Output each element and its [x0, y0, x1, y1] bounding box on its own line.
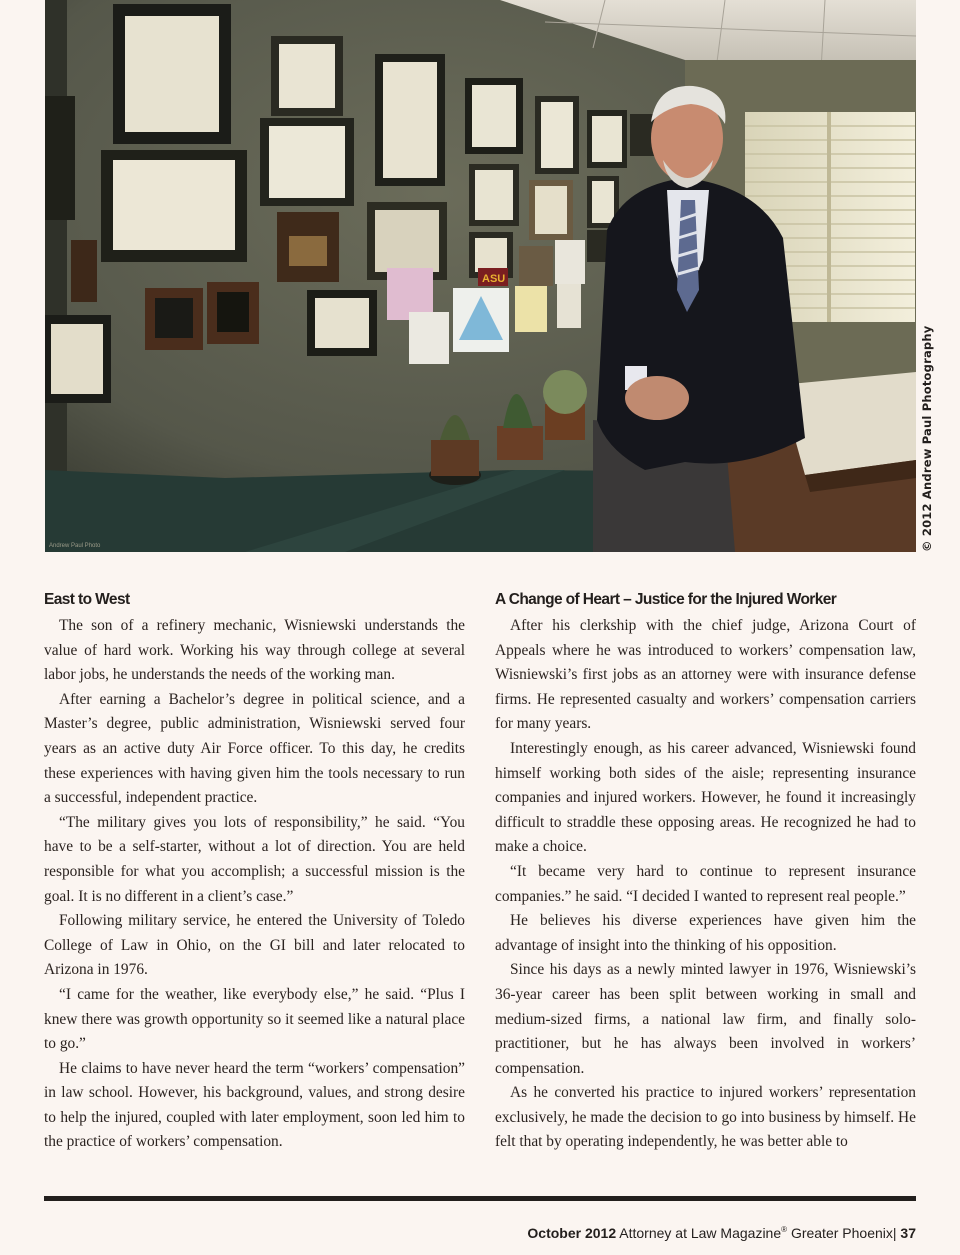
article-paragraph: Since his days as a newly minted lawyer in 1976, Wisniewski’s 36-year career has been split between working in small and medium-sized firms, a national law firm, and finally solo-practitioner, but he has always been involved in workers’ compensation. — [495, 961, 916, 1077]
footer-publication: Attorney at Law Magazine — [619, 1225, 782, 1241]
article-paragraph: After earning a Bachelor’s degree in political science, and a Master’s degree, public administration, Wisniewski served four years as an active duty Air Force officer. To this day, he credits these experiences with having given him the tools necessary to run a successful, independent practice. — [44, 690, 465, 807]
article-paragraph: He claims to have never heard the term “workers’ compensation” in law school. However, his background, values, and strong desire to help the injured, coupled with later employment, soon led him to the practice of workers’ compensation. — [44, 1059, 465, 1151]
article-paragraph: The son of a refinery mechanic, Wisniewski understands the value of hard work. Working his way through college at several labor jobs, he understands the needs of the working man. — [44, 617, 465, 684]
section-heading-east-to-west: East to West — [44, 591, 130, 608]
article-paragraph: Following military service, he entered the University of Toledo College of Law in Ohio, on the GI bill and later relocated to Arizona in 1976. — [44, 912, 465, 979]
footer-rule — [44, 1196, 916, 1201]
footer-registered-mark: ® — [781, 1225, 788, 1234]
page-footer — [527, 1221, 916, 1239]
right-column — [495, 589, 916, 1155]
footer-edition: Greater Phoenix — [790, 1225, 893, 1241]
footer-page-number: 37 — [900, 1225, 916, 1241]
photo-side-credit: © 2012 Andrew Paul Photography — [920, 325, 934, 552]
footer-separator: | — [892, 1225, 897, 1241]
article-paragraph: “It became very hard to continue to represent insurance companies.” he said. “I decided I wanted to represent real people.” — [495, 862, 916, 905]
article-paragraph: As he converted his practice to injured workers’ representation exclusively, he made the decision to go into business by himself. He felt that by operating independently, he was better able to — [495, 1084, 916, 1151]
photo-watermark-credit: Andrew Paul Photo — [49, 543, 101, 549]
office-portrait-illustration — [45, 0, 916, 552]
section-heading-change-of-heart: A Change of Heart – Justice for the Injured Worker — [495, 591, 837, 608]
footer-date: October 2012 — [527, 1225, 617, 1241]
article-paragraph: “I came for the weather, like everybody else,” he said. “Plus I knew there was growth opportunity so it seemed like a natural place to go.” — [44, 985, 465, 1053]
asu-pennant-text: ASU — [482, 273, 506, 285]
article-photo — [45, 0, 916, 552]
article-paragraph: Interestingly enough, as his career advanced, Wisniewski found himself working both sides of the aisle; representing insurance companies and injured workers. However, he found it increasingly difficult to straddle these opposing areas. He recognized he had to make a choice. — [495, 739, 916, 856]
article-paragraph: He believes his diverse experiences have given him the advantage of insight into the thinking of his opposition. — [495, 912, 916, 954]
left-column — [44, 589, 465, 1155]
article-paragraph: After his clerkship with the chief judge, Arizona Court of Appeals where he was introduced to workers’ compensation law, Wisniewski’s first jobs as an attorney were with insurance defense firms. He represented casualty and workers’ compensation carriers for many years. — [495, 617, 916, 733]
article-paragraph: “The military gives you lots of responsibility,” he said. “You have to be a self-starter, without a lot of direction. You are held responsible for what you accomplish; a successful mission is the goal. It is no different in a client’s case.” — [44, 813, 465, 905]
